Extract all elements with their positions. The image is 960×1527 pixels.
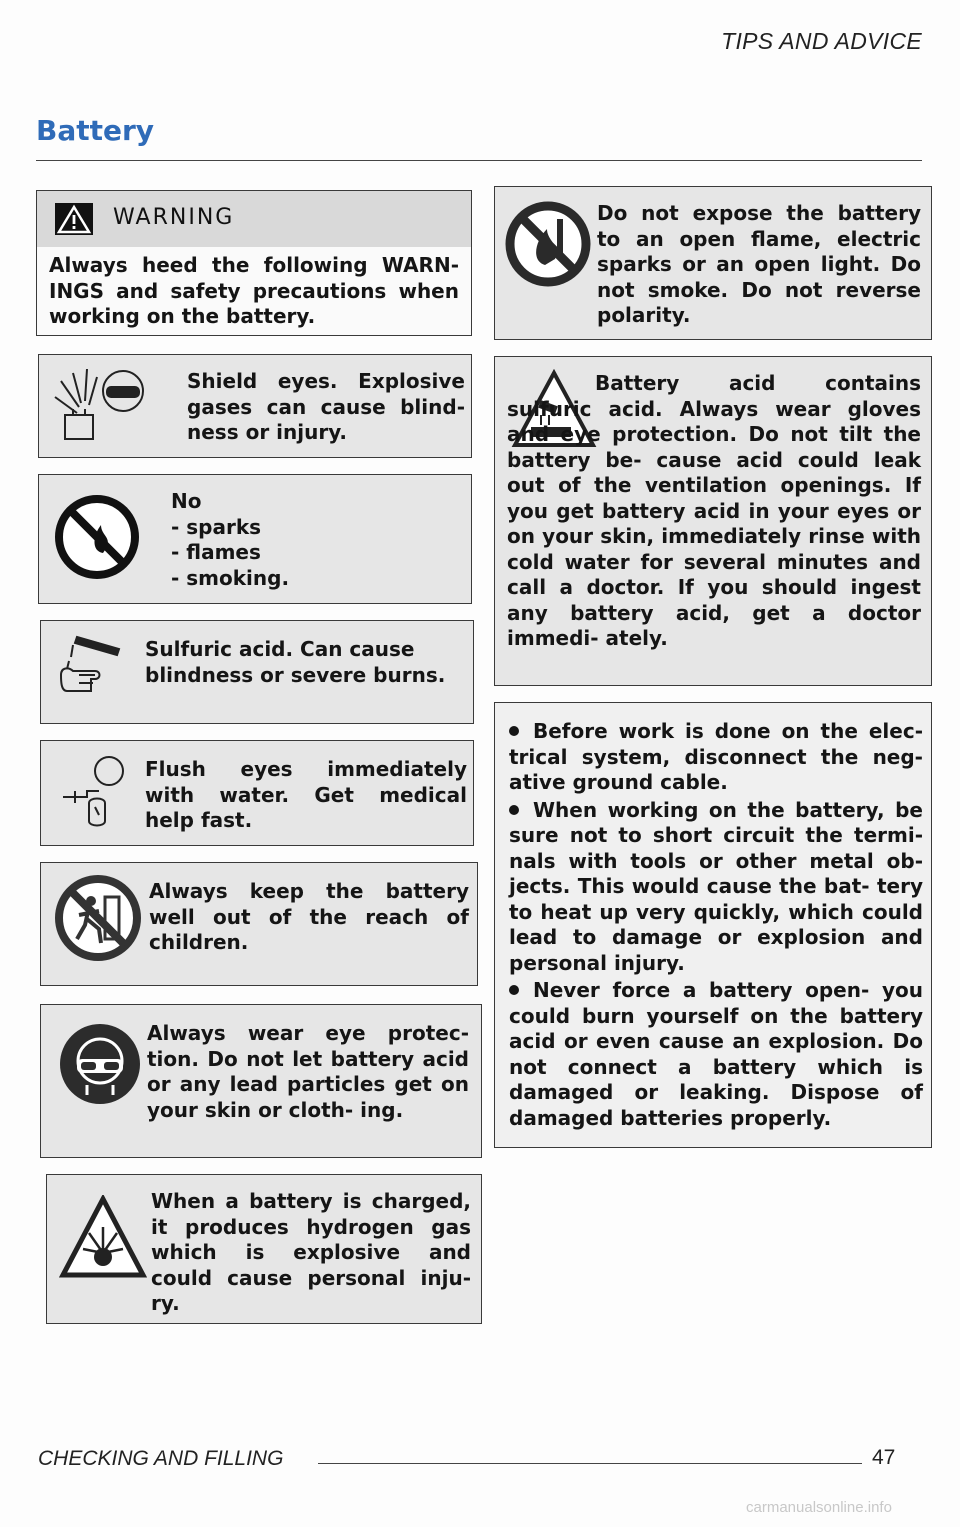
- footer-chapter: CHECKING AND FILLING: [38, 1447, 284, 1470]
- bullet-icon: [509, 985, 519, 995]
- footer-divider: [318, 1463, 862, 1464]
- list-item: [509, 719, 923, 796]
- list-item-text: Never force a battery open- you could burn yourself on the battery acid or even cause an explosion. Do not connect a battery which is damaged or leaking. Dispose of damaged batteries properly.: [509, 978, 923, 1130]
- hazard-box-no-fire: [38, 474, 472, 604]
- bullet-icon: [509, 726, 519, 736]
- battery-tips-list: [494, 702, 932, 1148]
- acid-pour-icon: [55, 631, 135, 701]
- page-number: 47: [872, 1446, 896, 1469]
- hazard-text: When a battery is charged, it produces hydrogen gas which is explosive and could cause personal inju- ry.: [151, 1189, 471, 1315]
- hazard-box-eye-protection: [40, 1004, 482, 1158]
- hazard-text: Flush eyes immediately with water. Get medical help fast.: [145, 757, 467, 832]
- hazard-text: Shield eyes. Explosive gases can cause blind- ness or injury.: [187, 369, 465, 444]
- hazard-text: Do not expose the battery to an open flame, electric sparks or an open light. Do not smoke. Do not reverse polarity.: [597, 201, 921, 327]
- warning-body: [37, 247, 471, 335]
- hazard-line: - flames: [171, 540, 261, 564]
- list-item-text: When working on the battery, be sure not to short circuit the termi- nals with tools or other metal ob- jects. This would cause the bat- tery to heat up very quickly, which could lead to damage or explosion and personal injury.: [509, 797, 923, 975]
- hazard-box-sulfuric-acid: [40, 620, 474, 724]
- page-title: Battery: [36, 114, 155, 147]
- bullet-icon: [509, 805, 519, 815]
- hazard-box-battery-acid: [494, 356, 932, 686]
- explosive-hazard-icon: [59, 1195, 147, 1283]
- warning-text: Always heed the following WARN- INGS and safety precautions when working on the battery.: [49, 253, 459, 328]
- hazard-line: - smoking.: [171, 565, 290, 590]
- list-item: [509, 978, 923, 1131]
- no-flame-icon: [505, 201, 591, 287]
- keep-from-children-icon: [55, 875, 141, 961]
- bullet-list: [509, 719, 923, 1133]
- eye-wash-icon: [59, 751, 143, 831]
- list-item-text: Before work is done on the elec- trical system, disconnect the neg- ative ground cable.: [509, 719, 923, 794]
- hazard-box-shield-eyes: [38, 354, 472, 458]
- hazard-text: Always wear eye protec- tion. Do not let battery acid or any lead particles get on your skin or cloth- ing.: [147, 1021, 469, 1122]
- hazard-line: - sparks: [171, 514, 262, 539]
- hazard-line: No: [171, 489, 202, 513]
- list-item: [509, 798, 923, 977]
- hazard-box-keep-from-children: [40, 862, 478, 986]
- warning-triangle-icon: [55, 203, 93, 235]
- hazard-text: Sulfuric acid. Can cause blindness or severe burns.: [145, 637, 446, 687]
- hazard-box-explosive: [46, 1174, 482, 1324]
- section-header: TIPS AND ADVICE: [721, 28, 922, 54]
- title-divider: [36, 160, 922, 161]
- warning-label: WARNING: [113, 205, 235, 230]
- hazard-text: Always keep the battery well out of the reach of children.: [149, 879, 469, 954]
- explosion-goggles-icon: [51, 363, 147, 445]
- hazard-text: Battery acid contains sulfuric acid. Always wear gloves and eye protection. Do not tilt the battery be- cause acid could leak out of the ventilation openings. If you get battery acid in your eyes or on your skin, immediately rinse with cold water for several minutes and call a doctor. If you should ingest any battery acid, get a doctor immedi- ately.: [507, 371, 921, 650]
- hazard-box-no-flame: [494, 186, 932, 340]
- warning-header: [37, 191, 471, 248]
- hazard-box-flush-eyes: [40, 740, 474, 846]
- no-fire-icon: [55, 495, 139, 579]
- watermark: carmanualsonline.info: [746, 1499, 892, 1516]
- hazard-text: [171, 489, 461, 591]
- warning-box: [36, 190, 472, 336]
- eye-protection-icon: [57, 1021, 143, 1107]
